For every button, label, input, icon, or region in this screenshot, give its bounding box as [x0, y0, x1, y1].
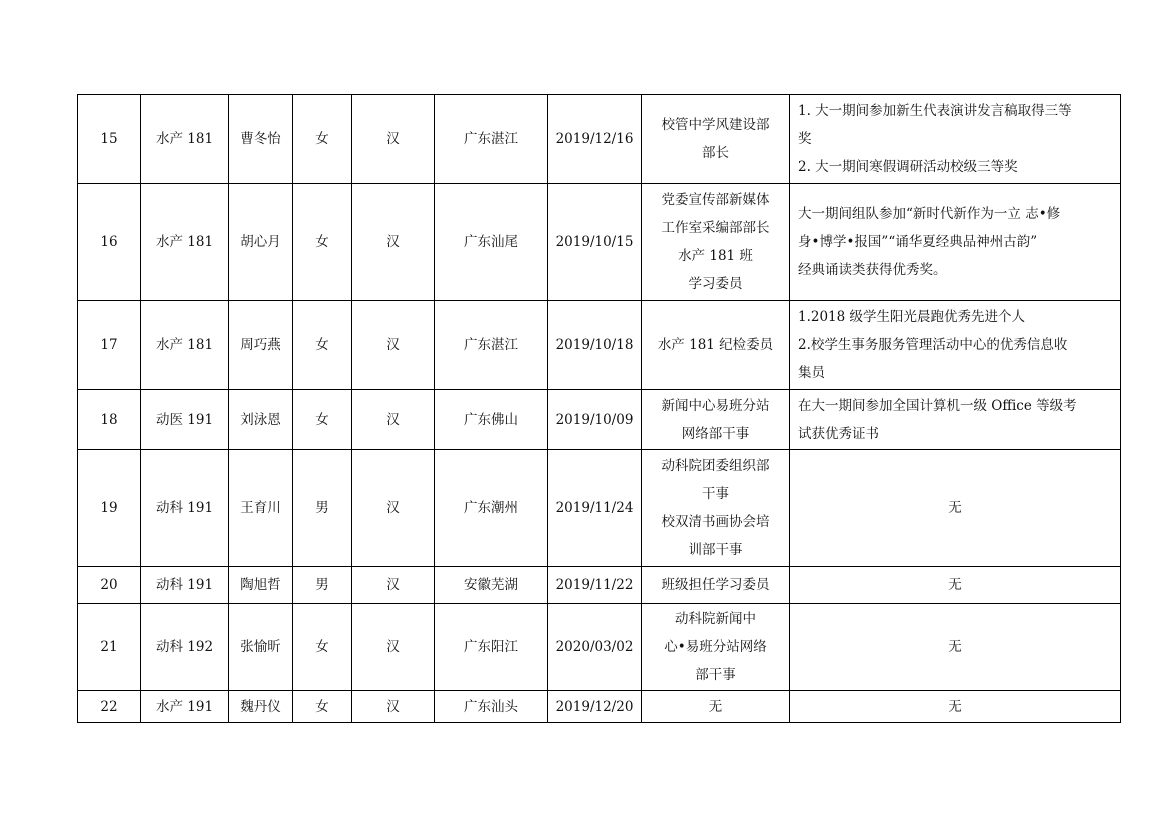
awards-cell	[790, 184, 1121, 301]
date-cell: 2019/11/22	[548, 567, 642, 604]
role-line: 部干事	[695, 667, 736, 683]
date-cell: 2019/12/16	[548, 95, 642, 184]
student-name: 魏丹仪	[229, 691, 293, 723]
table-row	[78, 301, 1121, 390]
row-number: 22	[78, 691, 141, 723]
row-number: 20	[78, 567, 141, 604]
table-row	[78, 390, 1121, 450]
role-cell	[642, 390, 790, 450]
award-line: 2. 大一期间寒假调研活动校级三等奖	[798, 159, 1018, 175]
ethnicity-cell: 汉	[352, 390, 435, 450]
date-cell: 2019/10/15	[548, 184, 642, 301]
awards-cell	[790, 691, 1121, 723]
award-line: 身•博学•报国”“诵华夏经典品神州古韵”	[798, 234, 1038, 250]
class-cell: 动科 191	[141, 567, 229, 604]
role-line: 网络部干事	[681, 425, 750, 442]
ethnicity-cell: 汉	[352, 567, 435, 604]
origin-cell: 广东潮州	[435, 450, 548, 567]
role-line: 训部干事	[688, 542, 743, 558]
award-line: 1. 大一期间参加新生代表演讲发言稿取得三等	[798, 103, 1072, 119]
table-row	[78, 691, 1121, 723]
role-line: 心•易班分站网络	[664, 639, 767, 655]
row-number: 16	[78, 184, 141, 301]
awards-cell	[790, 604, 1121, 691]
role-line: 学习委员	[688, 276, 743, 292]
origin-cell: 广东湛江	[435, 95, 548, 184]
role-line: 部长	[702, 145, 729, 161]
table-row	[78, 450, 1121, 567]
award-line: 集员	[798, 365, 825, 381]
role-cell	[642, 301, 790, 390]
awards-cell	[790, 301, 1121, 390]
origin-cell: 安徽芜湖	[435, 567, 548, 604]
student-name: 曹冬怡	[229, 95, 293, 184]
class-cell: 水产 191	[141, 691, 229, 723]
gender-cell: 女	[293, 390, 352, 450]
student-name: 陶旭哲	[229, 567, 293, 604]
date-cell: 2020/03/02	[548, 604, 642, 691]
origin-cell: 广东汕尾	[435, 184, 548, 301]
role-line: 无	[708, 698, 723, 715]
date-cell: 2019/10/09	[548, 390, 642, 450]
award-line: 1.2018 级学生阳光晨跑优秀先进个人	[798, 309, 1026, 325]
award-line: 2.校学生事务服务管理活动中心的优秀信息收	[798, 337, 1068, 353]
class-cell: 水产 181	[141, 184, 229, 301]
student-name: 周巧燕	[229, 301, 293, 390]
student-name: 胡心月	[229, 184, 293, 301]
origin-cell: 广东汕头	[435, 691, 548, 723]
role-line: 校管中学风建设部	[661, 117, 770, 133]
gender-cell: 女	[293, 184, 352, 301]
awards-cell	[790, 390, 1121, 450]
role-line: 干事	[702, 486, 729, 502]
award-line: 试获优秀证书	[798, 425, 879, 442]
awards-cell	[790, 95, 1121, 184]
student-roster-table	[77, 94, 1121, 723]
role-line: 党委宣传部新媒体	[661, 192, 770, 208]
award-line: 无	[948, 639, 962, 655]
ethnicity-cell: 汉	[352, 301, 435, 390]
ethnicity-cell: 汉	[352, 95, 435, 184]
role-cell	[642, 450, 790, 567]
row-number: 17	[78, 301, 141, 390]
role-line: 动科院团委组织部	[661, 458, 770, 474]
role-cell	[642, 691, 790, 723]
role-cell	[642, 604, 790, 691]
class-cell: 动科 192	[141, 604, 229, 691]
award-line: 无	[948, 698, 962, 715]
role-line: 新闻中心易班分站	[661, 397, 770, 414]
gender-cell: 女	[293, 691, 352, 723]
class-cell: 动科 191	[141, 450, 229, 567]
role-line: 班级担任学习委员	[661, 577, 770, 593]
table-row	[78, 567, 1121, 604]
student-name: 张愉昕	[229, 604, 293, 691]
ethnicity-cell: 汉	[352, 184, 435, 301]
gender-cell: 女	[293, 604, 352, 691]
award-line: 奖	[798, 131, 812, 147]
ethnicity-cell: 汉	[352, 450, 435, 567]
role-line: 水产 181 班	[678, 248, 753, 264]
table-row	[78, 95, 1121, 184]
role-line: 动科院新闻中	[675, 611, 756, 627]
award-line: 无	[948, 500, 962, 516]
award-line: 在大一期间参加全国计算机一级 Office 等级考	[798, 397, 1077, 414]
row-number: 18	[78, 390, 141, 450]
date-cell: 2019/11/24	[548, 450, 642, 567]
ethnicity-cell: 汉	[352, 604, 435, 691]
gender-cell: 女	[293, 301, 352, 390]
role-line: 校双清书画协会培	[661, 514, 770, 530]
row-number: 15	[78, 95, 141, 184]
ethnicity-cell: 汉	[352, 691, 435, 723]
table-row	[78, 184, 1121, 301]
class-cell: 水产 181	[141, 95, 229, 184]
award-line: 无	[948, 577, 962, 593]
gender-cell: 男	[293, 567, 352, 604]
award-line: 大一期间组队参加“新时代新作为一立 志•修	[798, 206, 1061, 222]
student-name: 王育川	[229, 450, 293, 567]
role-cell	[642, 95, 790, 184]
award-line: 经典诵读类获得优秀奖。	[798, 262, 947, 278]
date-cell: 2019/12/20	[548, 691, 642, 723]
class-cell: 水产 181	[141, 301, 229, 390]
origin-cell: 广东湛江	[435, 301, 548, 390]
gender-cell: 女	[293, 95, 352, 184]
table-row	[78, 604, 1121, 691]
date-cell: 2019/10/18	[548, 301, 642, 390]
student-name: 刘泳恩	[229, 390, 293, 450]
origin-cell: 广东阳江	[435, 604, 548, 691]
roster-body	[78, 95, 1121, 723]
row-number: 21	[78, 604, 141, 691]
role-line: 工作室采编部部长	[661, 220, 770, 236]
class-cell: 动医 191	[141, 390, 229, 450]
gender-cell: 男	[293, 450, 352, 567]
origin-cell: 广东佛山	[435, 390, 548, 450]
awards-cell	[790, 450, 1121, 567]
row-number: 19	[78, 450, 141, 567]
awards-cell	[790, 567, 1121, 604]
role-line: 水产 181 纪检委员	[657, 337, 774, 353]
role-cell	[642, 184, 790, 301]
role-cell	[642, 567, 790, 604]
